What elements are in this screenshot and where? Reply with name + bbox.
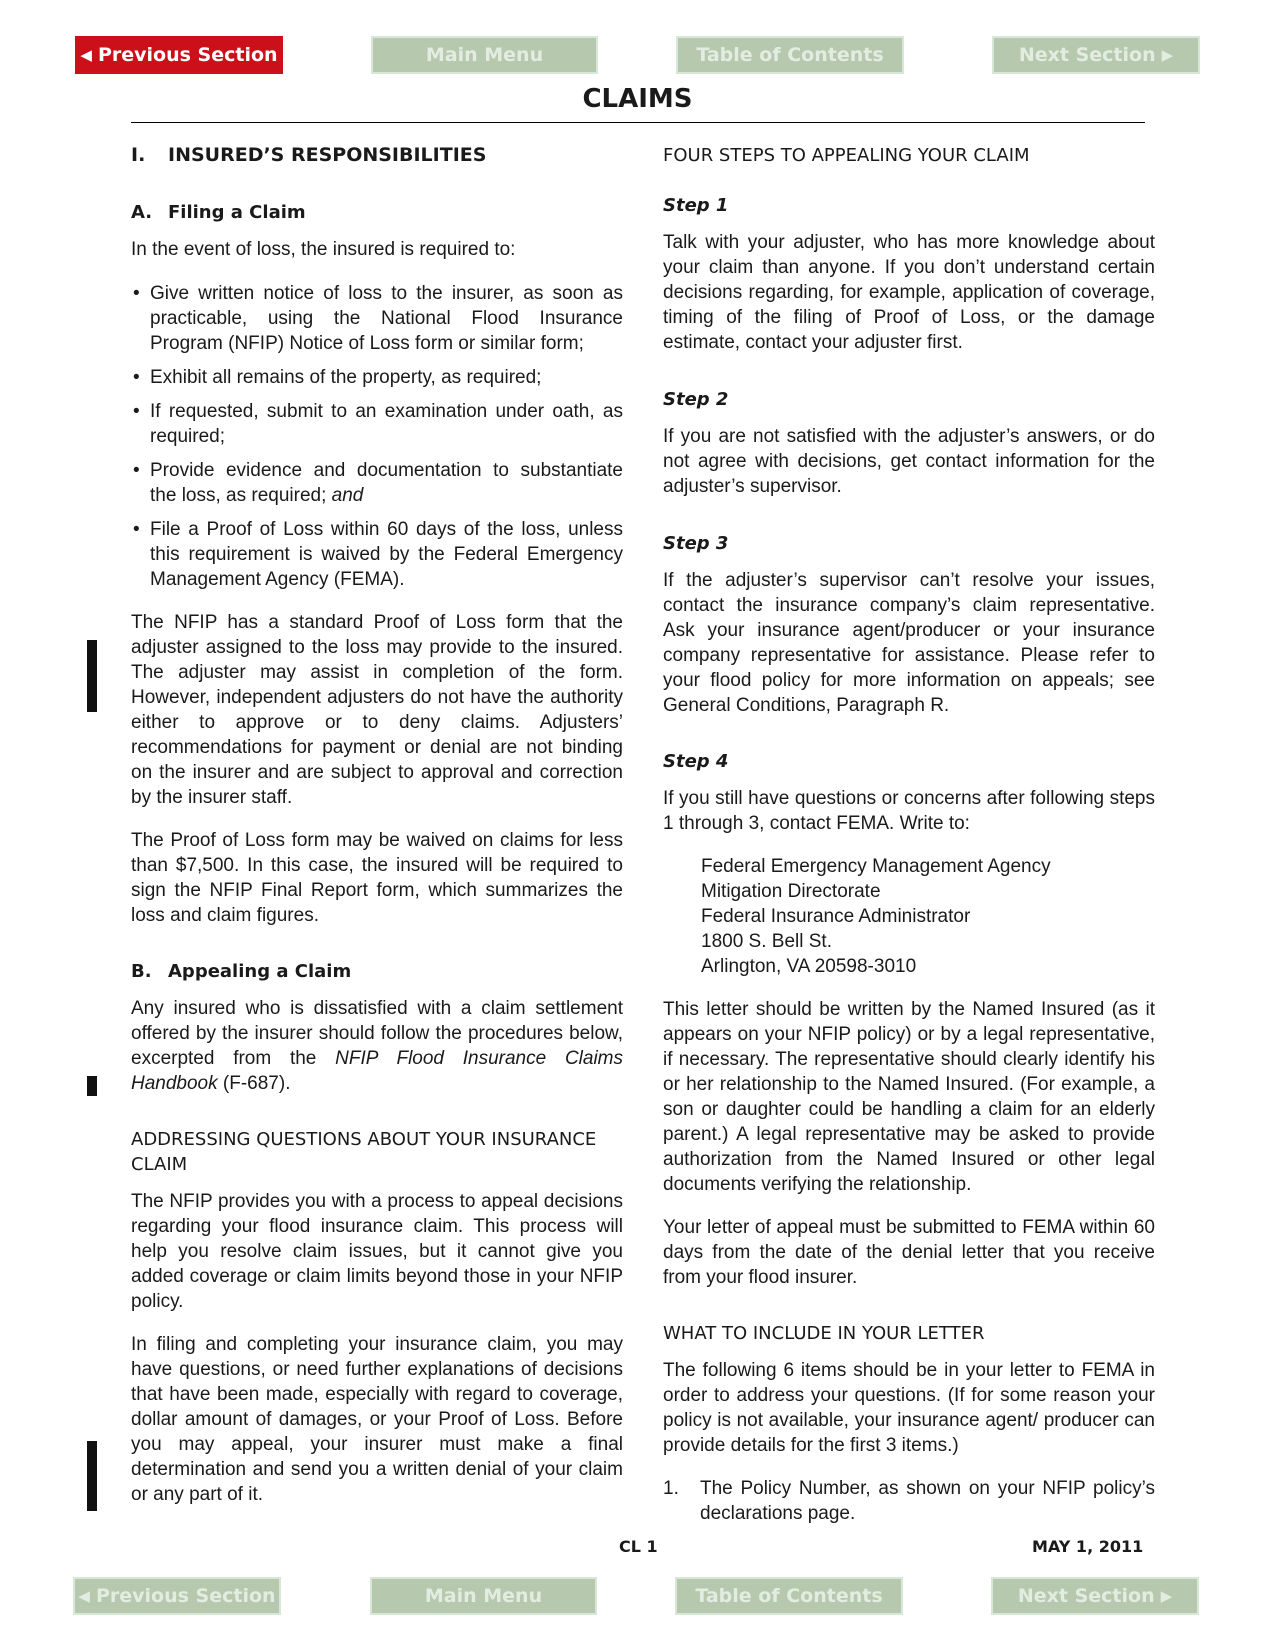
what-to-include-heading: WHAT TO INCLUDE IN YOUR LETTER xyxy=(663,1323,985,1344)
table-of-contents-button-bottom[interactable]: Table of Contents xyxy=(675,1577,903,1615)
previous-section-button[interactable]: ◀ Previous Section xyxy=(75,36,283,74)
fema-address xyxy=(663,854,1155,979)
previous-section-button-bottom[interactable]: ◀ Previous Section xyxy=(73,1577,281,1615)
item-text: The Policy Number, as shown on your NFIP policy’s declarations page. xyxy=(700,1478,1155,1524)
next-section-button-bottom[interactable]: Next Section ▶ xyxy=(991,1577,1199,1615)
step-1-label: Step 1 xyxy=(663,195,729,216)
filing-questions-paragraph: In filing and completing your insurance claim, you may have questions, or need further explanations of decisions that have been made, especially with regard to coverage, dollar amount of damages, or your Proof of Loss. Before you may appeal, your insurer must make a final determination and send you a written denial of your claim or any part of it. xyxy=(131,1334,623,1505)
proof-of-loss-paragraph: The NFIP has a standard Proof of Loss form that the adjuster assigned to the loss may provide to the insured. The adjuster may assist in completion of the form. However, independent adjusters do not have the authority either to approve or to deny claims. Adjusters’ recommendations for payment or denial are not binding on the insurer and are subject to approval and correction by the insurer staff. xyxy=(131,612,623,808)
step-3-text: If the adjuster’s supervisor can’t resolve your issues, contact the insurance company’s claim representative. Ask your insurance agent/producer or your insurance company representative for assistance. Please refer to your flood policy for more information on appeals; see General Conditions, Paragraph R. xyxy=(663,570,1155,716)
step-1-text: Talk with your adjuster, who has more knowledge about your claim than anyone. If you don’t understand certain decisions regarding, for example, application of coverage, timing of the filing of Proof of Loss, or the damage estimate, contact your adjuster first. xyxy=(663,232,1155,353)
page-number: CL 1 xyxy=(619,1537,658,1556)
list-item: • If requested, submit to an examination under oath, as required; xyxy=(131,399,623,449)
page-title: CLAIMS xyxy=(582,84,693,114)
main-menu-button[interactable]: Main Menu xyxy=(371,36,598,74)
next-section-button[interactable]: Next Section ▶ xyxy=(992,36,1200,74)
responsibilities-list xyxy=(131,281,623,592)
main-menu-button-bottom[interactable]: Main Menu xyxy=(370,1577,597,1615)
include-paragraph: The following 6 items should be in your letter to FEMA in order to address your questions. (If for some reason your policy is not available, your insurance agent/ producer can provide details for the first 3 items.) xyxy=(663,1360,1155,1456)
list-item xyxy=(663,1476,1155,1526)
list-item: • Provide evidence and documentation to substantiate the loss, as required; and xyxy=(131,458,623,508)
appeal-deadline-paragraph: Your letter of appeal must be submitted to FEMA within 60 days from the date of the denial letter that you receive from your flood insurer. xyxy=(663,1217,1155,1288)
item-number: 1. xyxy=(663,1478,679,1499)
change-bar xyxy=(87,1441,97,1511)
waiver-paragraph: The Proof of Loss form may be waived on claims for less than $7,500. In this case, the insured will be required to sign the NFIP Final Report form, which summarizes the loss and claim figures. xyxy=(131,830,623,926)
change-bar xyxy=(87,640,97,712)
right-column xyxy=(663,143,1155,1526)
appeal-intro-paragraph: Any insured who is dissatisfied with a claim settlement offered by the insurer should follow the procedures below, excerpted from the NFIP Flood Insurance Claims Handbook (F-687). xyxy=(131,998,624,1094)
four-steps-heading: FOUR STEPS TO APPEALING YOUR CLAIM xyxy=(663,145,1030,166)
addressing-questions-heading: ADDRESSING QUESTIONS ABOUT YOUR INSURANCE CLAIM xyxy=(131,1129,597,1175)
step-4-label: Step 4 xyxy=(663,751,729,772)
change-bar xyxy=(87,1076,97,1096)
address-line: Arlington, VA 20598-3010 xyxy=(701,956,917,977)
section-heading: I. INSURED’S RESPONSIBILITIES xyxy=(131,144,487,166)
step-2-text: If you are not satisfied with the adjuster’s answers, or do not agree with decisions, get contact information for the adjuster’s supervisor. xyxy=(663,426,1155,497)
step-2-label: Step 2 xyxy=(663,389,729,410)
page-date: MAY 1, 2011 xyxy=(1032,1537,1144,1556)
left-column xyxy=(131,143,623,1507)
subsection-heading-appealing: B. Appealing a Claim xyxy=(131,961,352,982)
appeal-process-paragraph: The NFIP provides you with a process to appeal decisions regarding your flood insurance claim. This process will help you resolve claim issues, but it cannot give you added coverage or claim limits beyond those in your NFIP policy. xyxy=(131,1191,623,1312)
address-line: Federal Insurance Administrator xyxy=(701,906,971,927)
table-of-contents-button[interactable]: Table of Contents xyxy=(676,36,904,74)
address-line: 1800 S. Bell St. xyxy=(701,931,832,952)
list-item: • Exhibit all remains of the property, as required; xyxy=(131,365,623,390)
subsection-heading-filing: A. Filing a Claim xyxy=(131,202,306,223)
step-4-text: If you still have questions or concerns after following steps 1 through 3, contact FEMA. Write to: xyxy=(663,788,1155,834)
address-line: Mitigation Directorate xyxy=(701,881,881,902)
list-item: • Give written notice of loss to the insurer, as soon as practicable, using the National Flood Insurance Program (NFIP) Notice of Loss form or similar form; xyxy=(131,281,623,356)
intro-text: In the event of loss, the insured is required to: xyxy=(131,239,516,260)
list-item: • File a Proof of Loss within 60 days of the loss, unless this requirement is waived by the Federal Emergency Management Agency (FEMA). xyxy=(131,517,623,592)
step-3-label: Step 3 xyxy=(663,533,729,554)
address-line: Federal Emergency Management Agency xyxy=(701,856,1051,877)
title-rule xyxy=(131,122,1145,123)
letter-paragraph: This letter should be written by the Named Insured (as it appears on your NFIP policy) or by a legal representative, if necessary. The representative should clearly identify his or her relationship to the Named Insured. (For example, a son or daughter could be handling a claim for an elderly parent.) A legal representative may be asked to provide authorization from the Named Insured or other legal documents verifying the relationship. xyxy=(663,999,1155,1195)
